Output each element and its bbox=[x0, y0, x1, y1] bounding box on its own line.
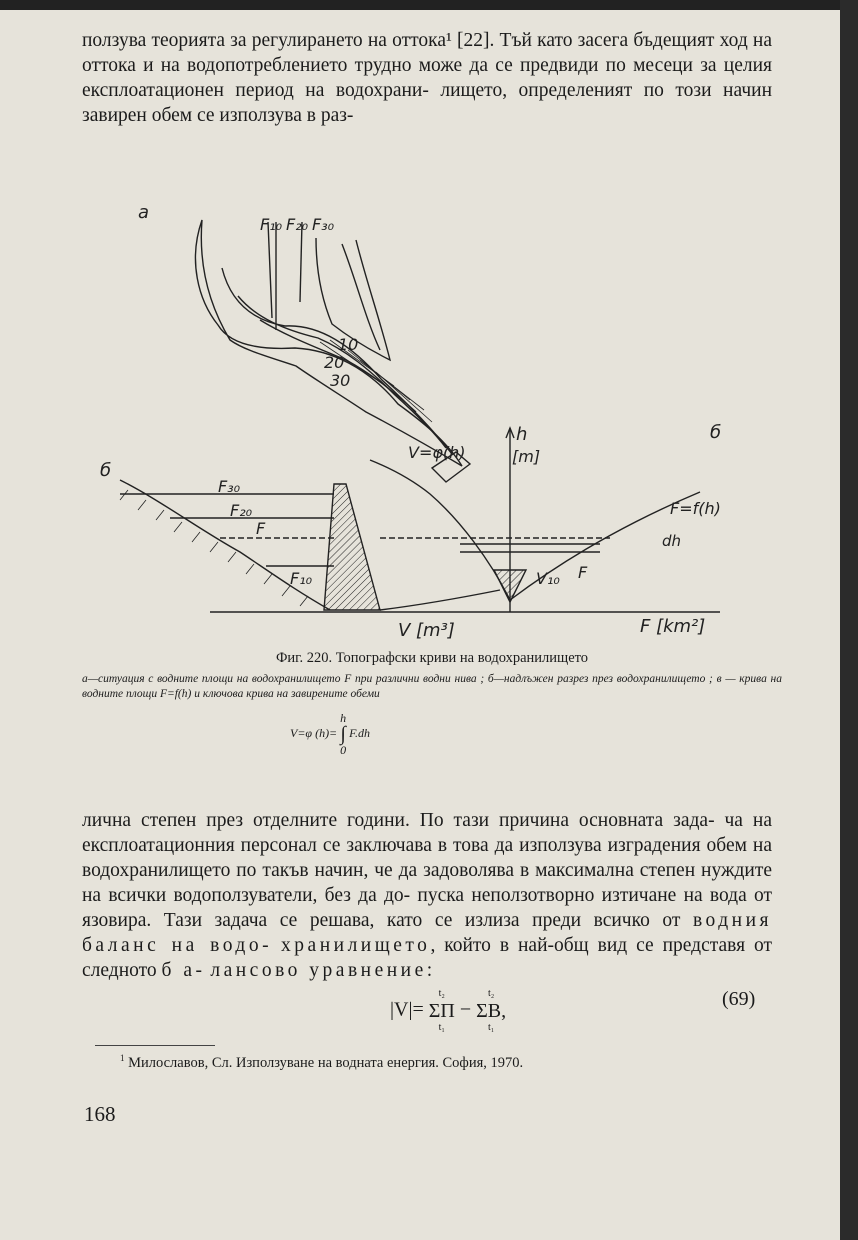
text-line: ча на експлоатационния персонал се заключава в това да използува bbox=[82, 810, 772, 856]
dam-section bbox=[324, 484, 380, 610]
label-contour-20: 20 bbox=[324, 353, 345, 372]
emphasis-equation: лансово уравнение: bbox=[210, 960, 436, 981]
label-f20: F₂₀ bbox=[286, 215, 309, 234]
label-contour-30: 30 bbox=[330, 371, 351, 390]
limit-lower: t₁ bbox=[438, 1022, 445, 1033]
downstream-terrain bbox=[380, 590, 500, 610]
label-panel-b: б bbox=[100, 460, 112, 481]
formula-upper-limit: h bbox=[340, 711, 347, 725]
text-line: лището, определеният по този начин завирен обем се използува в раз- bbox=[82, 80, 773, 126]
footnote-rule bbox=[95, 1045, 215, 1046]
label-h-unit: [m] bbox=[512, 447, 541, 466]
terrain-hatch bbox=[120, 490, 308, 606]
text-line: изградения обем на водохранилището по такъв начин, че да задоволява bbox=[82, 835, 773, 881]
v10-region bbox=[494, 570, 526, 602]
figure-legend: а—ситуация с водните площи на водохранилището F при различни водни нива ; б—надлъжен разрез през водохранилището ; в — крива на водните площи F=f(h) и ключова крива на завирените обеми bbox=[82, 673, 782, 700]
label-f-curve: F bbox=[578, 563, 588, 582]
equation-sum-b: ΣB, bbox=[476, 1000, 507, 1022]
text-line: , който в най-общ вид се представя от следното bbox=[82, 935, 773, 981]
label-volume-func: V=φ(h) bbox=[408, 443, 466, 462]
formula-integrand: F.dh bbox=[349, 725, 370, 740]
formula-lhs: V=φ (h)= bbox=[290, 725, 338, 740]
emphasis-balance: б а- bbox=[161, 960, 206, 981]
label-panel-v: б bbox=[710, 422, 722, 443]
leader-f30 bbox=[300, 222, 302, 302]
label-area-func: F=f(h) bbox=[670, 499, 721, 518]
limit-upper: t₂ bbox=[438, 988, 445, 999]
label-f20-section: F₂₀ bbox=[230, 501, 253, 520]
footnote-mark: 1 bbox=[120, 1053, 125, 1063]
label-f10: F₁₀ bbox=[260, 215, 283, 234]
equation-minus: − bbox=[459, 998, 472, 1021]
footnote-text: Милославов, Сл. Използуване на водната енергия. София, 1970. bbox=[124, 1054, 524, 1071]
limit-upper: t₂ bbox=[487, 988, 495, 999]
text-line: бъдещият ход на оттока и на водопотреблението трудно може да се bbox=[82, 30, 773, 76]
scan-top-border bbox=[0, 0, 858, 10]
label-f30-section: F₃₀ bbox=[218, 477, 241, 496]
label-f-section: F bbox=[256, 519, 266, 538]
figure-220 bbox=[80, 200, 780, 650]
label-h-axis: h bbox=[516, 424, 528, 445]
text-line: лична степен през отделните години. По тази причина основната зада- bbox=[82, 810, 715, 831]
footnote bbox=[120, 1053, 523, 1072]
text-line: предвиди по месеци за целия експлоатационен период на водохрани- bbox=[82, 55, 772, 101]
volume-curve bbox=[370, 460, 510, 600]
leader-f10 bbox=[268, 222, 272, 318]
label-f-axis: F [km²] bbox=[640, 616, 706, 637]
label-f10-section: F₁₀ bbox=[290, 569, 313, 588]
equation-sum-p: ΣП bbox=[428, 1000, 455, 1022]
text-line: решава, като се излиза преди всичко от bbox=[309, 910, 693, 931]
limit-lower: t₁ bbox=[487, 1022, 495, 1033]
formula-lower-limit: 0 bbox=[340, 743, 347, 757]
page-number: 168 bbox=[84, 1102, 116, 1126]
paragraph-top bbox=[82, 28, 772, 128]
equation-number: (69) bbox=[722, 988, 756, 1010]
integral-formula bbox=[290, 712, 370, 756]
figure-caption: Фиг. 220. Топографски криви на водохранилището bbox=[275, 650, 589, 666]
text-line: в максимална степен нуждите на всички водоползуватели, без да до- bbox=[82, 860, 772, 906]
label-contour-10: 10 bbox=[338, 335, 359, 354]
terrain-profile bbox=[120, 480, 330, 610]
label-v10: V₁₀ bbox=[536, 569, 560, 588]
equation-lhs: |V|= bbox=[390, 998, 424, 1021]
emphasis-reservoir: хранилището bbox=[281, 935, 431, 956]
label-v-axis: V [m³] bbox=[398, 620, 455, 641]
paragraph-bottom bbox=[82, 808, 772, 983]
formula-integral-sign: ∫ bbox=[340, 723, 346, 745]
label-panel-a: а bbox=[138, 202, 150, 223]
text-line: ползува теорията за регулирането на оттока¹ [22]. Тъй като засега bbox=[82, 30, 629, 51]
text-line: пуска неползотворно изтичане на вода от язовира. Тази задача се bbox=[82, 885, 772, 931]
emphasis-water-balance: водния баланс на водо- bbox=[82, 910, 772, 956]
balance-equation bbox=[390, 988, 506, 1034]
label-dh: dh bbox=[662, 532, 682, 550]
label-f30: F₃₀ bbox=[312, 215, 335, 234]
scan-right-border bbox=[840, 0, 858, 1240]
